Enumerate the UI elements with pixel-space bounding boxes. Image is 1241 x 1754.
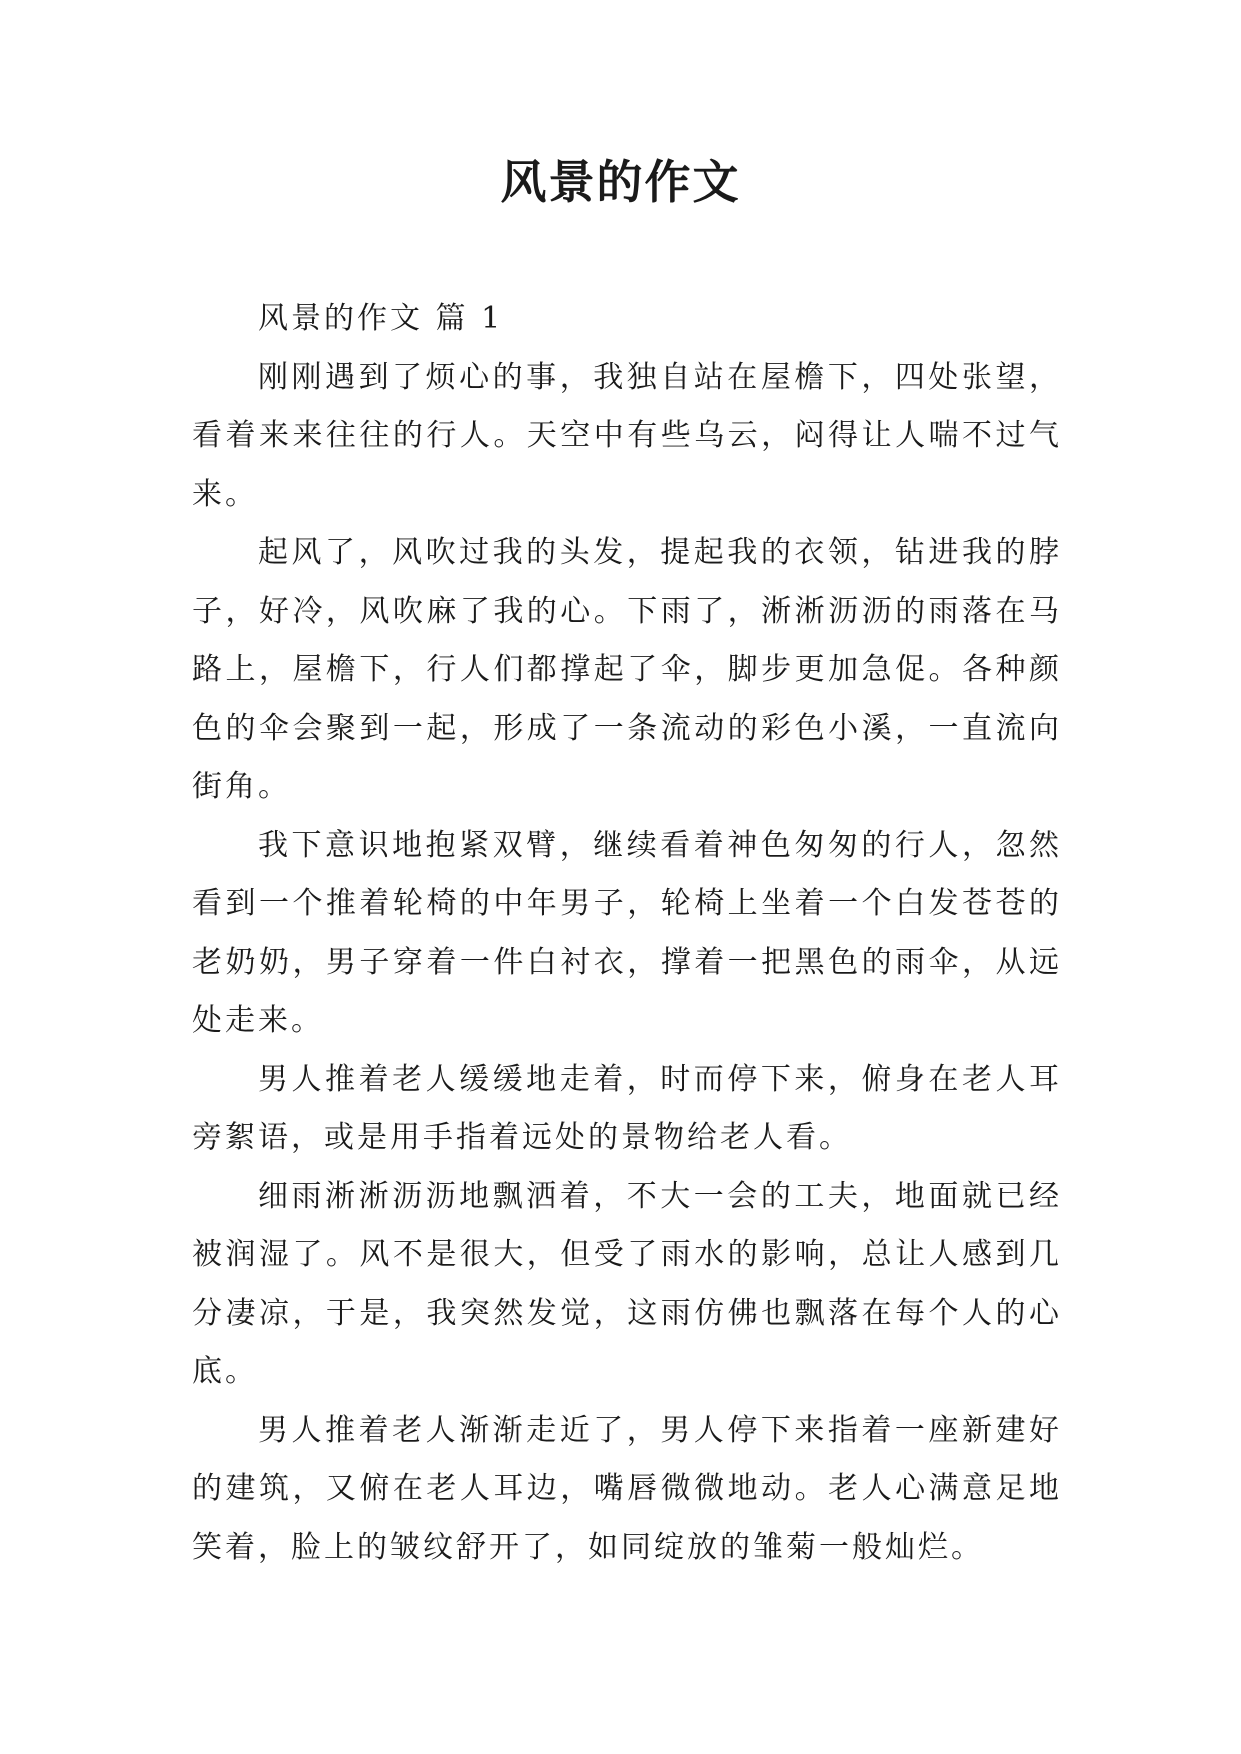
paragraph: 我下意识地抱紧双臂，继续看着神色匆匆的行人，忽然看到一个推着轮椅的中年男子，轮椅上坐着一个白发苍苍的老奶奶，男子穿着一件白衬衣，撑着一把黑色的雨伞，从远处走来。: [192, 827, 1062, 1038]
paragraph: 男人推着老人渐渐走近了，男人停下来指着一座新建好的建筑，又俯在老人耳边，嘴唇微微地动。老人心满意足地笑着，脸上的皱纹舒开了，如同绽放的雏菊一般灿烂。: [192, 1412, 1062, 1565]
document-body: [192, 290, 1062, 1577]
paragraph: 细雨淅淅沥沥地飘洒着，不大一会的工夫，地面就已经被润湿了。风不是很大，但受了雨水的影响，总让人感到几分凄凉，于是，我突然发觉，这雨仿佛也飘落在每个人的心底。: [192, 1178, 1062, 1389]
paragraph: 男人推着老人缓缓地走着，时而停下来，俯身在老人耳旁絮语，或是用手指着远处的景物给老人看。: [192, 1061, 1062, 1155]
section-heading: 风景的作文 篇 1: [258, 301, 504, 336]
document-title: 风景的作文: [500, 155, 741, 209]
paragraph: 起风了，风吹过我的头发，提起我的衣领，钻进我的脖子，好冷，风吹麻了我的心。下雨了，淅淅沥沥的雨落在马路上，屋檐下，行人们都撑起了伞，脚步更加急促。各种颜色的伞会聚到一起，形成了一条流动的彩色小溪，一直流向街角。: [192, 535, 1062, 804]
paragraph: 刚刚遇到了烦心的事，我独自站在屋檐下，四处张望，看着来来往往的行人。天空中有些乌云，闷得让人喘不过气来。: [192, 359, 1062, 512]
